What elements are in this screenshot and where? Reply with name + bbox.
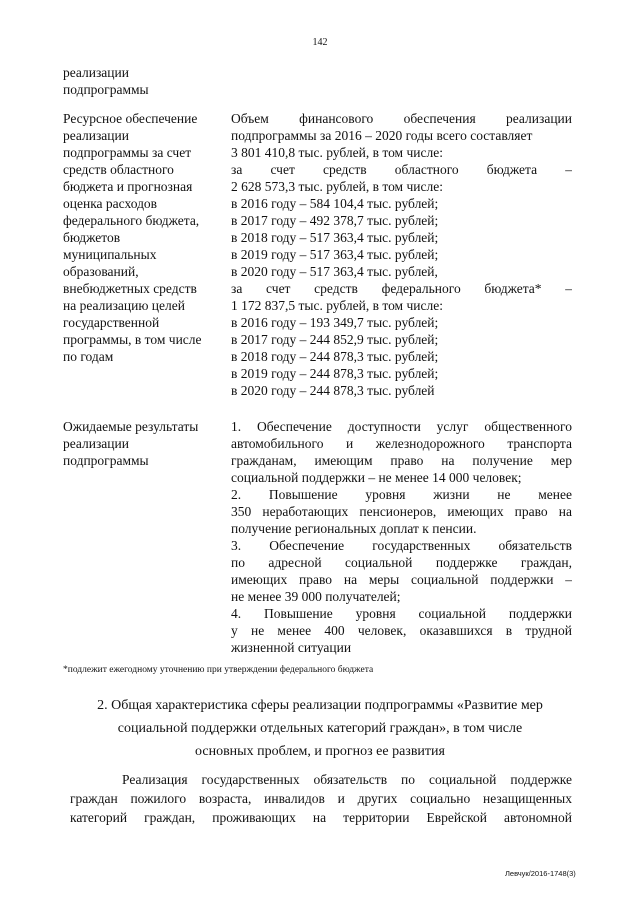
resources-line: в 2019 году – 244 878,3 тыс. рублей; bbox=[231, 366, 439, 381]
section-heading bbox=[60, 694, 580, 763]
resources-line: в 2020 году – 244 878,3 тыс. рублей bbox=[231, 383, 435, 398]
resources-line: в 2019 году – 517 363,4 тыс. рублей; bbox=[231, 247, 439, 262]
resources-line: 1 172 837,5 тыс. рублей, в том числе: bbox=[231, 298, 443, 313]
body-line: категорий граждан, проживающих на территории Еврейской автономной bbox=[70, 810, 572, 825]
results-line: у не менее 400 человек, оказавшихся в трудной bbox=[231, 623, 572, 638]
resources-row-content bbox=[231, 110, 572, 399]
body-line: Реализация государственных обязательств по социальной поддержке bbox=[122, 772, 572, 787]
results-row-content bbox=[231, 418, 572, 656]
results-line: 350 неработающих пенсионеров, имеющих право на bbox=[231, 504, 572, 519]
results-row-label: Ожидаемые результаты реализации подпрограммы bbox=[63, 419, 199, 468]
results-line: 2. Повышение уровня жизни не менее bbox=[231, 487, 572, 502]
resources-line: 3 801 410,8 тыс. рублей, в том числе: bbox=[231, 145, 443, 160]
page-number: 142 bbox=[312, 37, 328, 48]
resources-line: 2 628 573,3 тыс. рублей, в том числе: bbox=[231, 179, 443, 194]
body-paragraph bbox=[70, 770, 572, 827]
results-line: гражданам, имеющим право на получение мер bbox=[231, 453, 572, 468]
resources-line: в 2017 году – 492 378,7 тыс. рублей; bbox=[231, 213, 439, 228]
resources-line: за счет средств областного бюджета – bbox=[231, 162, 572, 177]
results-line: социальной поддержки – не менее 14 000 человек; bbox=[231, 470, 522, 485]
results-line: 1. Обеспечение доступности услуг общественного bbox=[231, 419, 572, 434]
resources-line: в 2020 году – 517 363,4 тыс. рублей, bbox=[231, 264, 438, 279]
resources-line: подпрограммы за 2016 – 2020 годы всего составляет bbox=[231, 128, 533, 143]
results-line: имеющих право на меры социальной поддержки – bbox=[231, 572, 572, 587]
resources-line: Объем финансового обеспечения реализации bbox=[231, 111, 572, 126]
resources-line: за счет средств федерального бюджета* – bbox=[231, 281, 572, 296]
results-line: 4. Повышение уровня социальной поддержки bbox=[231, 606, 572, 621]
footnote: *подлежит ежегодному уточнению при утверждении федерального бюджета bbox=[63, 665, 374, 675]
section-heading-line: основных проблем, и прогноз ее развития bbox=[195, 744, 445, 759]
body-line: граждан пожилого возраста, инвалидов и других социально незащищенных bbox=[70, 791, 572, 806]
results-line: жизненной ситуации bbox=[231, 640, 352, 655]
resources-row-label: Ресурсное обеспечение реализации подпрограммы за счет средств областного бюджета и прогнозная оценка расходов федерального бюджета, бюджетов муниципальных образований, внебюджетных средств на реализацию целей государственной программы, в том числе по годам bbox=[63, 111, 202, 364]
section-heading-line: 2. Общая характеристика сферы реализации подпрограммы «Развитие мер bbox=[97, 698, 543, 713]
results-line: получение региональных доплат к пенсии. bbox=[231, 521, 477, 536]
resources-line: в 2018 году – 517 363,4 тыс. рублей; bbox=[231, 230, 439, 245]
resources-line: в 2017 году – 244 852,9 тыс. рублей; bbox=[231, 332, 439, 347]
resources-line: в 2018 году – 244 878,3 тыс. рублей; bbox=[231, 349, 439, 364]
resources-line: в 2016 году – 193 349,7 тыс. рублей; bbox=[231, 315, 439, 330]
results-line: автомобильного и железнодорожного транспорта bbox=[231, 436, 572, 451]
results-line: не менее 39 000 получателей; bbox=[231, 589, 401, 604]
top-left-label: реализации подпрограммы bbox=[63, 65, 149, 97]
results-line: по адресной социальной поддержке граждан, bbox=[231, 555, 572, 570]
results-line: 3. Обеспечение государственных обязательств bbox=[231, 538, 572, 553]
section-heading-line: социальной поддержки отдельных категорий граждан», в том числе bbox=[117, 721, 523, 736]
document-stamp: Левчук/2016-1748(3) bbox=[505, 869, 576, 878]
resources-line: в 2016 году – 584 104,4 тыс. рублей; bbox=[231, 196, 439, 211]
